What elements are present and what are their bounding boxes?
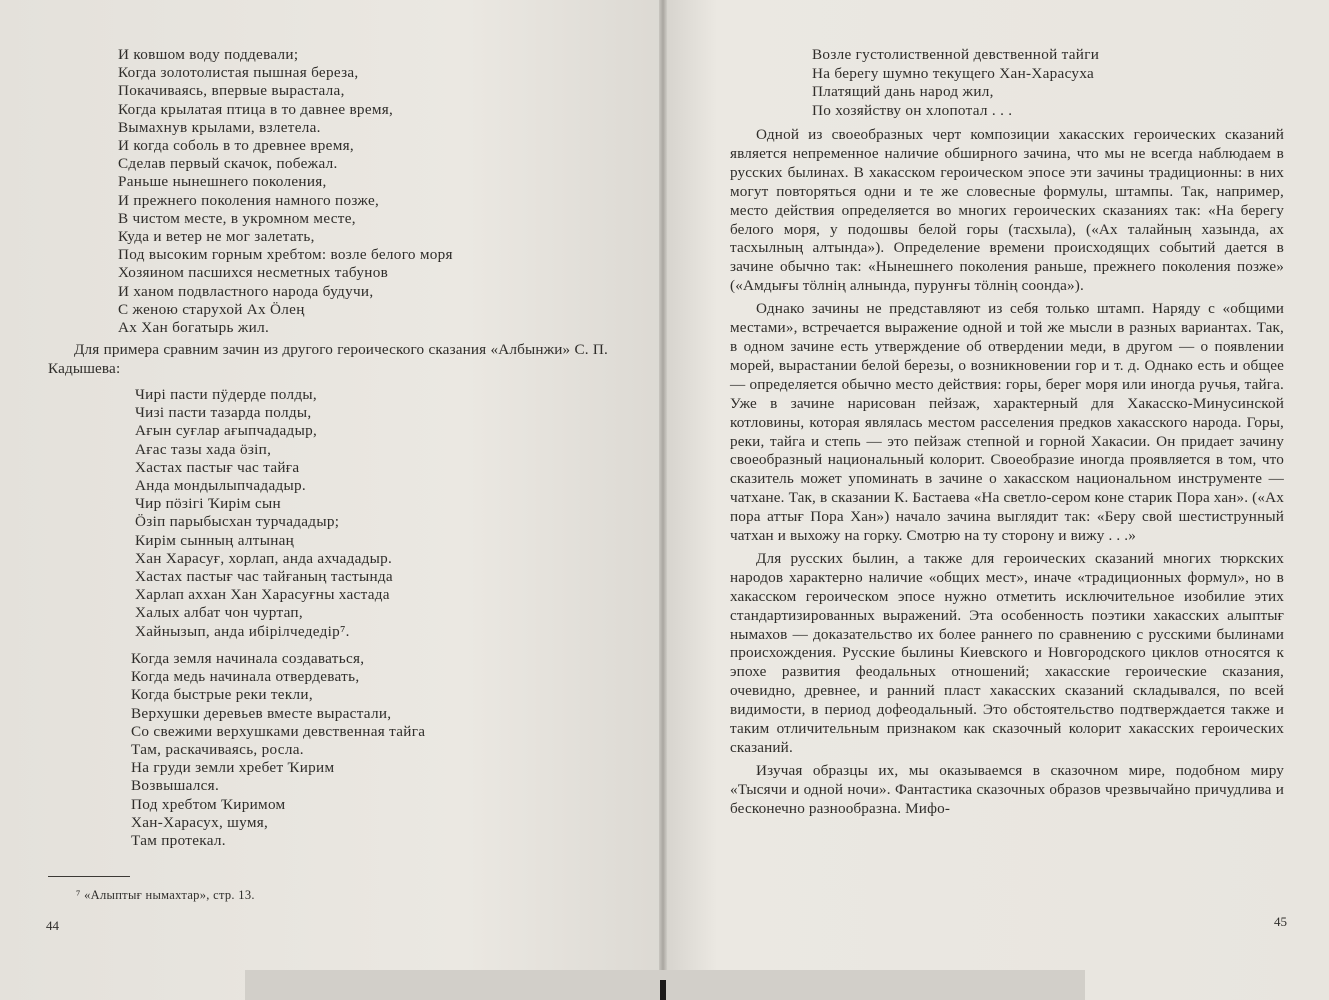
verse-line: Ах Хан богатырь жил.: [118, 319, 270, 337]
verse-line: В чистом месте, в укромном месте,: [118, 209, 356, 227]
verse-line: Когда земля начинала создаваться,: [131, 650, 365, 667]
verse-line: Кирім сынның алтынаң: [135, 531, 295, 549]
verse-line: Верхушки деревьев вместе вырастали,: [131, 704, 392, 722]
verse-line: Со свежими верхушками девственная тайга: [131, 722, 426, 740]
verse-line: По хозяйству он хлопотал . . .: [812, 101, 1013, 119]
verse-line: Там протекал.: [131, 832, 226, 850]
spine-mark: [660, 980, 666, 1000]
verse-line: Хастах пастығ час тайға: [135, 458, 300, 476]
verse-line: И ханом подвластного народа будучи,: [118, 282, 374, 300]
verse-line: Ӧзіп парыбысхан турчададыр;: [135, 513, 340, 531]
right-page: [664, 0, 1329, 1000]
right-text-block: [730, 126, 1284, 819]
book-gutter: [659, 0, 667, 1000]
verse-line: С женою старухой Ах Ӧлең: [118, 300, 305, 318]
verse-line: Хозяином пасшихся несметных табунов: [118, 264, 389, 282]
verse-line: Чизі пасти тазарда полды,: [135, 404, 312, 422]
paragraph-2: Однако зачины не представляют из себя только штамп. Наряду с «общими местами», встречается выражение одной и той же мысли в разных вариантах. Так, в одном зачине есть утверждение об отвердении меди, в другом — о появлении морей, вырастании белой березы, о возникновении гор и т. д. Однако есть и общее — определяется обычно место действия: горы, берег моря или иногда ручья, тайга. Уже в зачине нарисован пейзаж, характерный для Хакасско-Минусинской котловины, которая являлась местом расселения предков хакасского народа. Горы, реки, тайга и степь — это пейзаж степной и горной Хакасии. Он придает зачину своеобразный национальный колорит. Своеобразие иногда проявляется в том, что сказитель может упоминать в зачине о хакасском национальном инструменте — чатхане. Так, в сказании К. Бастаева «На светло-сером коне старик Пора хан». («Ах пора аттығ Пора Хан») начало зачина выглядит так: «Беру свой шестиструнный чатхан и выхожу на горку. Смотрю на ту сторону и вижу . . .»: [730, 300, 1284, 545]
footnote-rule: [48, 876, 130, 877]
verse-line: Когда быстрые реки текли,: [131, 686, 313, 704]
verse-line: Куда и ветер не мог залетать,: [118, 228, 315, 246]
verse-line: Раньше нынешнего поколения,: [118, 173, 327, 191]
verse-line: Там, раскачиваясь, росла.: [131, 741, 304, 759]
verse-top-left: [118, 46, 453, 337]
verse-line: Хайнызып, анда ибірілчедедір⁷.: [135, 622, 350, 640]
verse-line: И когда соболь в то древнее время,: [118, 137, 354, 155]
verse-line: Хан-Харасух, шумя,: [131, 813, 269, 831]
verse-line: Когда крылатая птица в то давнее время,: [118, 100, 394, 118]
verse-line: Чирі пасти пӱдерде полды,: [135, 386, 317, 403]
verse-line: Хан Харасуғ, хорлап, анда ахчададыр.: [135, 549, 393, 567]
verse-line: Ағын суғлар ағыпчададыр,: [135, 422, 318, 440]
verse-line: Сделав первый скачок, побежал.: [118, 155, 338, 173]
verse-line: И прежнего поколения намного позже,: [118, 191, 380, 209]
verse-line: Харлап аххан Хан Харасуғны хастада: [135, 586, 390, 604]
verse-line: Под хребтом Ҡиримом: [131, 795, 286, 813]
verse-line: Чир пӧзігі Ҡирім сын: [135, 495, 281, 513]
paragraph-3: Для русских былин, а также для героических сказаний многих тюркских народов характерно наличие «общих мест», иначе «традиционных формул», но в хакасском героическом эпосе нужно отметить исключительное изобилие этих стандартизированных выражений. Эта особенность поэтики хакасских алыптығ нымахов — доказательство их более раннего по сравнению с русскими былинами происхождения. Русские былины Киевского и Новгородского циклов относятся к эпохе развития феодальных отношений; хакасские героические сказания, очевидно, древнее, и ранний пласт хакасских сказаний складывался, по всей видимости, в период дофеодальный. Это обстоятельство подтверждается также и таким отличительным признаком как сказочный колорит хакасских героических сказаний.: [730, 549, 1284, 756]
verse-khakas: [135, 386, 393, 641]
verse-line: Покачиваясь, впервые вырастала,: [118, 82, 345, 100]
left-page: [0, 0, 664, 1000]
paragraph-4: Изучая образцы их, мы оказываемся в сказочном мире, подобном миру «Тысячи и одной ночи». Фантастика сказочных образов чрезвычайно причудлива и бесконечно разнообразна. Мифо-: [730, 761, 1284, 817]
page-number-right: 45: [1274, 914, 1287, 929]
intro-paragraph: Для примера сравним зачин из другого героического сказания «Албынжи» С. П. Кадышева:: [48, 341, 608, 377]
verse-line: Под высоким горным хребтом: возле белого моря: [118, 246, 453, 264]
verse-top-right: [812, 46, 1099, 120]
verse-line: Халых албат чон чуртап,: [135, 604, 303, 622]
paragraph-1: Одной из своеобразных черт композиции хакасских героических сказаний является непременное наличие обширного зачина, что мы не всегда наблюдаем в русских былинах. В хакасском героическом эпосе эти зачины традиционны: в них могут повторяться одни и те же словесные формулы, штампы. Так, например, место действия определяется во многих героических сказаниях так: «На берегу белого моря, у подошвы белой горы (тасхыла), («Ах талайның хазында, ах тасхылның алтында»). Определение времени происходящих событий дается в зачине обычно так: «Нынешнего поколения раньше, прежнего поколения позже» («Амдығы тӧлнің алнында, пурунғы тӧлнің соонда»).: [730, 126, 1284, 295]
verse-line: На берегу шумно текущего Хан-Харасуха: [812, 64, 1095, 82]
verse-line: И ковшом воду поддевали;: [118, 46, 299, 63]
verse-line: Вымахнув крылами, взлетела.: [118, 118, 321, 136]
footnote: ⁷ «Алыптығ нымахтар», стр. 13.: [76, 888, 255, 902]
verse-line: Хастах пастығ час тайғаның тастында: [135, 568, 393, 586]
verse-line: Платящий дань народ жил,: [812, 83, 994, 101]
verse-line: Когда золотолистая пышная береза,: [118, 64, 359, 82]
verse-line: Возле густолиственной девственной тайги: [812, 46, 1100, 63]
verse-line: Ағас тазы хада ӧзіп,: [135, 440, 272, 458]
verse-line: Анда мондылыпчададыр.: [135, 477, 307, 495]
verse-line: Когда медь начинала отвердевать,: [131, 668, 360, 686]
verse-line: На груди земли хребет Ҡирим: [131, 759, 335, 777]
verse-russian: [131, 650, 425, 850]
verse-line: Возвышался.: [131, 777, 220, 795]
page-number-left: 44: [46, 918, 59, 933]
